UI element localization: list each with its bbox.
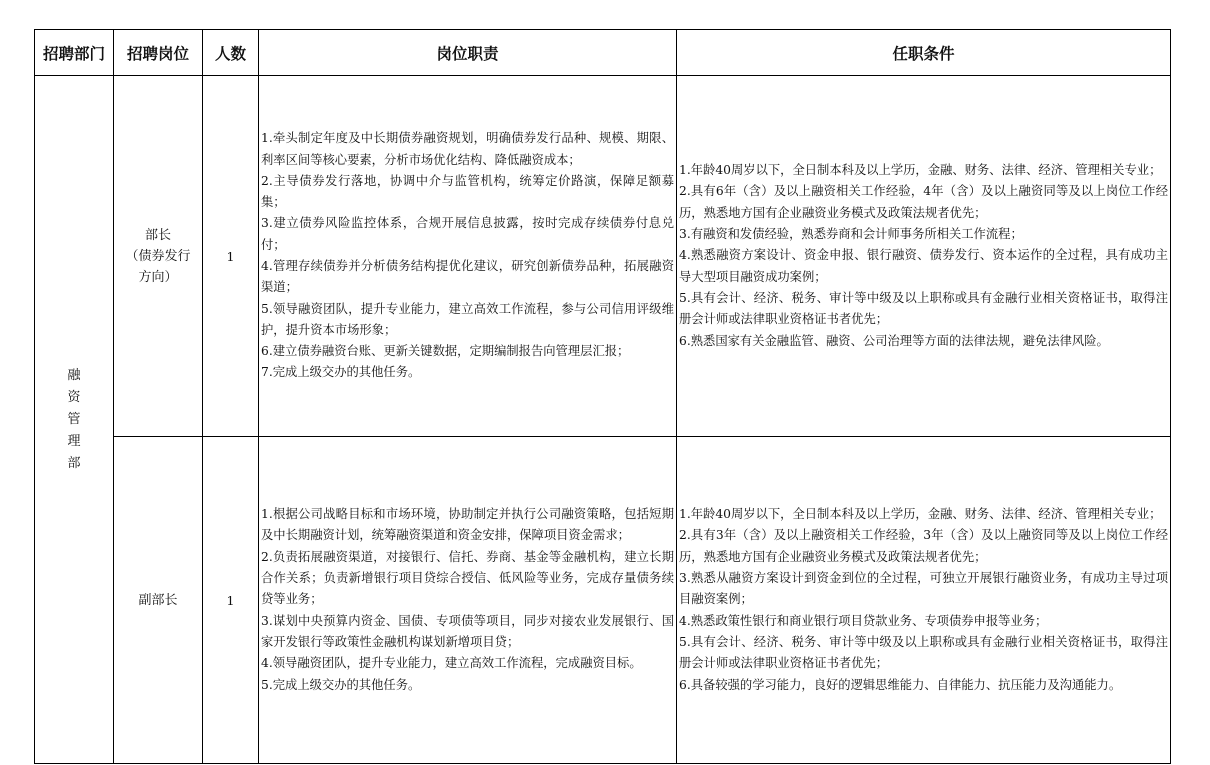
duty-item: 6.建立债券融资台账、更新关键数据，定期编制报告向管理层汇报； <box>261 344 630 359</box>
requirement-item: 3.有融资和发债经验，熟悉券商和会计师事务所相关工作流程； <box>679 227 1023 242</box>
duty-item: 1.根据公司战略目标和市场环境，协助制定并执行公司融资策略，包括短期及中长期融资计划，统筹融资渠道和资金安排，保障项目资金需求； <box>261 507 674 543</box>
position-cell <box>114 437 203 764</box>
position-name: 副部长 <box>138 592 178 608</box>
headcount: 1 <box>226 592 235 608</box>
duty-item: 3.建立债券风险监控体系，合规开展信息披露，按时完成存续债券付息兑付； <box>261 216 674 252</box>
header-position: 招聘岗位 <box>114 30 203 76</box>
duty-item: 5.完成上级交办的其他任务。 <box>261 677 421 692</box>
requirement-item: 4.熟悉融资方案设计、资金申报、银行融资、债券发行、资本运作的全过程，具有成功主导大型项目融资成功案例； <box>679 248 1168 284</box>
requirement-item: 1.年龄40周岁以下，全日制本科及以上学历，金融、财务、法律、经济、管理相关专业； <box>679 507 1162 522</box>
requirement-item: 5.具有会计、经济、税务、审计等中级及以上职称或具有金融行业相关资格证书，取得注册会计师或法律职业资格证书者优先； <box>679 290 1168 327</box>
table-row <box>35 437 1171 764</box>
header-duties: 岗位职责 <box>259 30 677 76</box>
duty-item: 7.完成上级交办的其他任务。 <box>261 365 421 380</box>
requirements-cell <box>677 437 1171 764</box>
duty-item: 3.谋划中央预算内资金、国债、专项债等项目，同步对接农业发展银行、国家开发银行等政策性金融机构谋划新增项目贷； <box>261 613 674 649</box>
table-row <box>35 76 1171 437</box>
position-cell <box>114 76 203 437</box>
requirements-cell <box>677 76 1171 437</box>
requirement-item: 2.具有6年（含）及以上融资相关工作经验，4年（含）及以上融资同等及以上岗位工作经历，熟悉地方国有企业融资业务模式及政策法规者优先； <box>679 184 1168 220</box>
requirement-item: 6.熟悉国家有关金融监管、融资、公司治理等方面的法律法规，避免法律风险。 <box>679 333 1109 348</box>
duty-item: 1.牵头制定年度及中长期债券融资规划，明确债券发行品种、规模、期限、利率区间等核心要素，分析市场优化结构、降低融资成本； <box>261 131 674 167</box>
duty-item: 2.负责拓展融资渠道，对接银行、信托、券商、基金等金融机构，建立长期合作关系；负责新增银行项目贷综合授信、低风险等业务，完成存量债务续贷等业务； <box>261 549 674 607</box>
requirement-item: 3.熟悉从融资方案设计到资金到位的全过程，可独立开展银行融资业务，有成功主导过项目融资案例； <box>679 571 1168 607</box>
header-count: 人数 <box>203 30 259 76</box>
position-name: 部长 （债券发行方向） <box>125 227 191 285</box>
headcount: 1 <box>226 248 235 264</box>
duties-cell <box>259 437 677 764</box>
duty-item: 4.管理存续债券并分析债务结构提优化建议，研究创新债券品种，拓展融资渠道； <box>261 259 674 295</box>
count-cell <box>203 437 259 764</box>
duty-item: 2.主导债券发行落地，协调中介与监管机构，统筹定价路演，保障足额募集； <box>261 173 674 210</box>
header-requirements: 任职条件 <box>677 30 1171 76</box>
department-name: 融资管理部 <box>67 367 81 471</box>
recruitment-table <box>34 29 1171 764</box>
department-cell <box>35 76 114 764</box>
requirement-item: 2.具有3年（含）及以上融资相关工作经验，3年（含）及以上融资同等及以上岗位工作经历，熟悉地方国有企业融资业务模式及政策法规者优先； <box>679 528 1168 564</box>
requirement-item: 5.具有会计、经济、税务、审计等中级及以上职称或具有金融行业相关资格证书，取得注册会计师或法律职业资格证书者优先； <box>679 634 1168 671</box>
header-row <box>35 30 1171 76</box>
duty-item: 4.领导融资团队，提升专业能力，建立高效工作流程，完成融资目标。 <box>261 656 642 671</box>
duty-item: 5.领导融资团队，提升专业能力，建立高效工作流程，参与公司信用评级维护，提升资本市场形象； <box>261 301 674 337</box>
duties-cell <box>259 76 677 437</box>
requirement-item: 1.年龄40周岁以下，全日制本科及以上学历，金融、财务、法律、经济、管理相关专业； <box>679 163 1162 178</box>
count-cell <box>203 76 259 437</box>
requirement-item: 6.具备较强的学习能力，良好的逻辑思维能力、自律能力、抗压能力及沟通能力。 <box>679 677 1122 692</box>
header-dept: 招聘部门 <box>35 30 114 76</box>
requirement-item: 4.熟悉政策性银行和商业银行项目贷款业务、专项债券申报等业务； <box>679 613 1048 628</box>
